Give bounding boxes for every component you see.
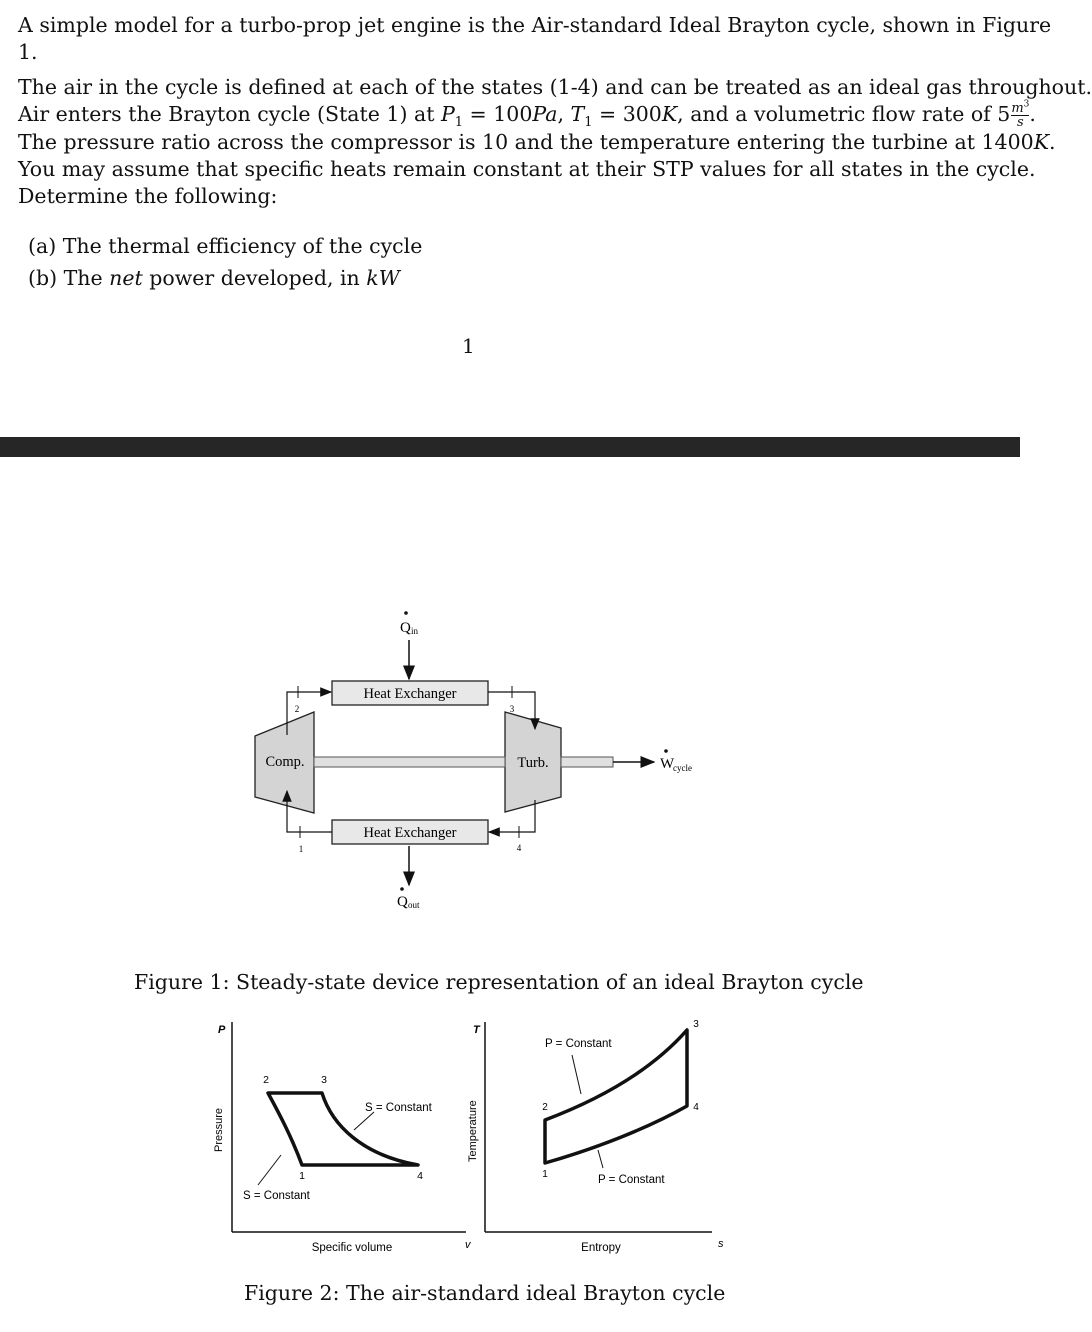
shaft-left — [314, 757, 505, 767]
ts-point-2: 2 — [542, 1102, 548, 1113]
q-in-dot — [404, 611, 408, 615]
problem-paragraph — [18, 74, 1092, 210]
page-divider — [0, 437, 1020, 457]
pv-x-letter: v — [465, 1239, 471, 1251]
ts-p-const-leader-lower — [598, 1150, 603, 1168]
shaft-right — [561, 757, 613, 767]
problem-line-3: The pressure ratio across the compressor is 10 and the temperature entering the turbine at 1400K. — [18, 130, 1056, 154]
pv-s-const-leader-upper — [354, 1112, 374, 1130]
ts-p-constant-lower: P = Constant — [598, 1174, 665, 1186]
q-out-label — [397, 887, 420, 910]
ts-point-4: 4 — [693, 1102, 699, 1113]
pv-x-label: Specific volume — [311, 1242, 393, 1254]
w-cycle-label — [660, 749, 692, 773]
pv-diagram — [200, 1015, 480, 1265]
pv-y-label: Pressure — [213, 1107, 225, 1152]
figure-1-schematic — [0, 600, 1020, 920]
pv-y-letter: P — [218, 1024, 226, 1036]
pv-point-4: 4 — [417, 1170, 423, 1182]
ts-x-letter: s — [718, 1238, 724, 1250]
intro-line-1: A simple model for a turbo-prop jet engine is the Air-standard Ideal Brayton cycle, shown in Figure — [18, 13, 1052, 37]
q-out-text: Q — [397, 894, 408, 910]
state-2-label: 2 — [294, 704, 300, 714]
pv-point-1: 1 — [299, 1170, 305, 1182]
ts-diagram — [460, 1015, 740, 1265]
ts-point-3: 3 — [693, 1019, 699, 1030]
problem-line-4: You may assume that specific heats remain constant at their STP values for all states in the cycle. — [18, 157, 1036, 181]
pv-point-2: 2 — [263, 1074, 269, 1086]
pv-point-3: 3 — [321, 1074, 327, 1086]
q-in-sub: in — [411, 626, 419, 636]
page-number: 1 — [462, 334, 475, 358]
task-list — [28, 230, 422, 294]
pv-s-constant-upper: S = Constant — [365, 1102, 432, 1114]
intro-paragraph — [18, 12, 1052, 66]
ts-p-const-leader-upper — [572, 1055, 581, 1094]
heat-exchanger-top-label: Heat Exchanger — [363, 686, 457, 702]
figure-1-caption: Figure 1: Steady-state device representation of an ideal Brayton cycle — [134, 970, 864, 994]
q-in-label — [400, 611, 419, 636]
figure-2-caption: Figure 2: The air-standard ideal Brayton cycle — [244, 1281, 726, 1305]
ts-p-constant-upper: P = Constant — [545, 1038, 612, 1050]
q-out-dot — [400, 887, 404, 891]
pv-s-constant-lower: S = Constant — [243, 1190, 310, 1202]
turbine-label: Turb. — [517, 755, 549, 771]
ts-y-letter: T — [473, 1024, 480, 1036]
state-3-label: 3 — [509, 704, 515, 714]
w-dot — [664, 749, 668, 753]
w-sub: cycle — [673, 763, 692, 773]
compressor-label: Comp. — [265, 754, 305, 770]
q-out-sub: out — [408, 900, 420, 910]
w-text: W — [660, 756, 675, 772]
pv-s-const-leader-lower — [258, 1155, 281, 1185]
state-4-label: 4 — [516, 843, 522, 853]
problem-line-5: Determine the following: — [18, 184, 278, 208]
ts-y-label: Temperature — [467, 1100, 479, 1162]
ts-x-label: Entropy — [581, 1242, 621, 1254]
heat-exchanger-bottom-label: Heat Exchanger — [363, 825, 457, 841]
state-1-label: 1 — [298, 844, 304, 854]
task-a: (a) The thermal efficiency of the cycle — [28, 234, 423, 258]
ts-point-1: 1 — [542, 1169, 548, 1180]
problem-line-2: Air enters the Brayton cycle (State 1) at $P_1 = 100Pa$, $T_1 = 300K$, and a volumetric flow rate of 5 $\frac{m^3}{s}$ . — [18, 99, 1036, 131]
task-b: (b) The net power developed, in kW — [28, 266, 400, 290]
q-in-text: Q — [400, 620, 411, 636]
problem-line-1: The air in the cycle is defined at each of the states (1-4) and can be treated as an ideal gas throughout. — [18, 75, 1092, 99]
intro-line-2: 1. — [18, 40, 38, 64]
